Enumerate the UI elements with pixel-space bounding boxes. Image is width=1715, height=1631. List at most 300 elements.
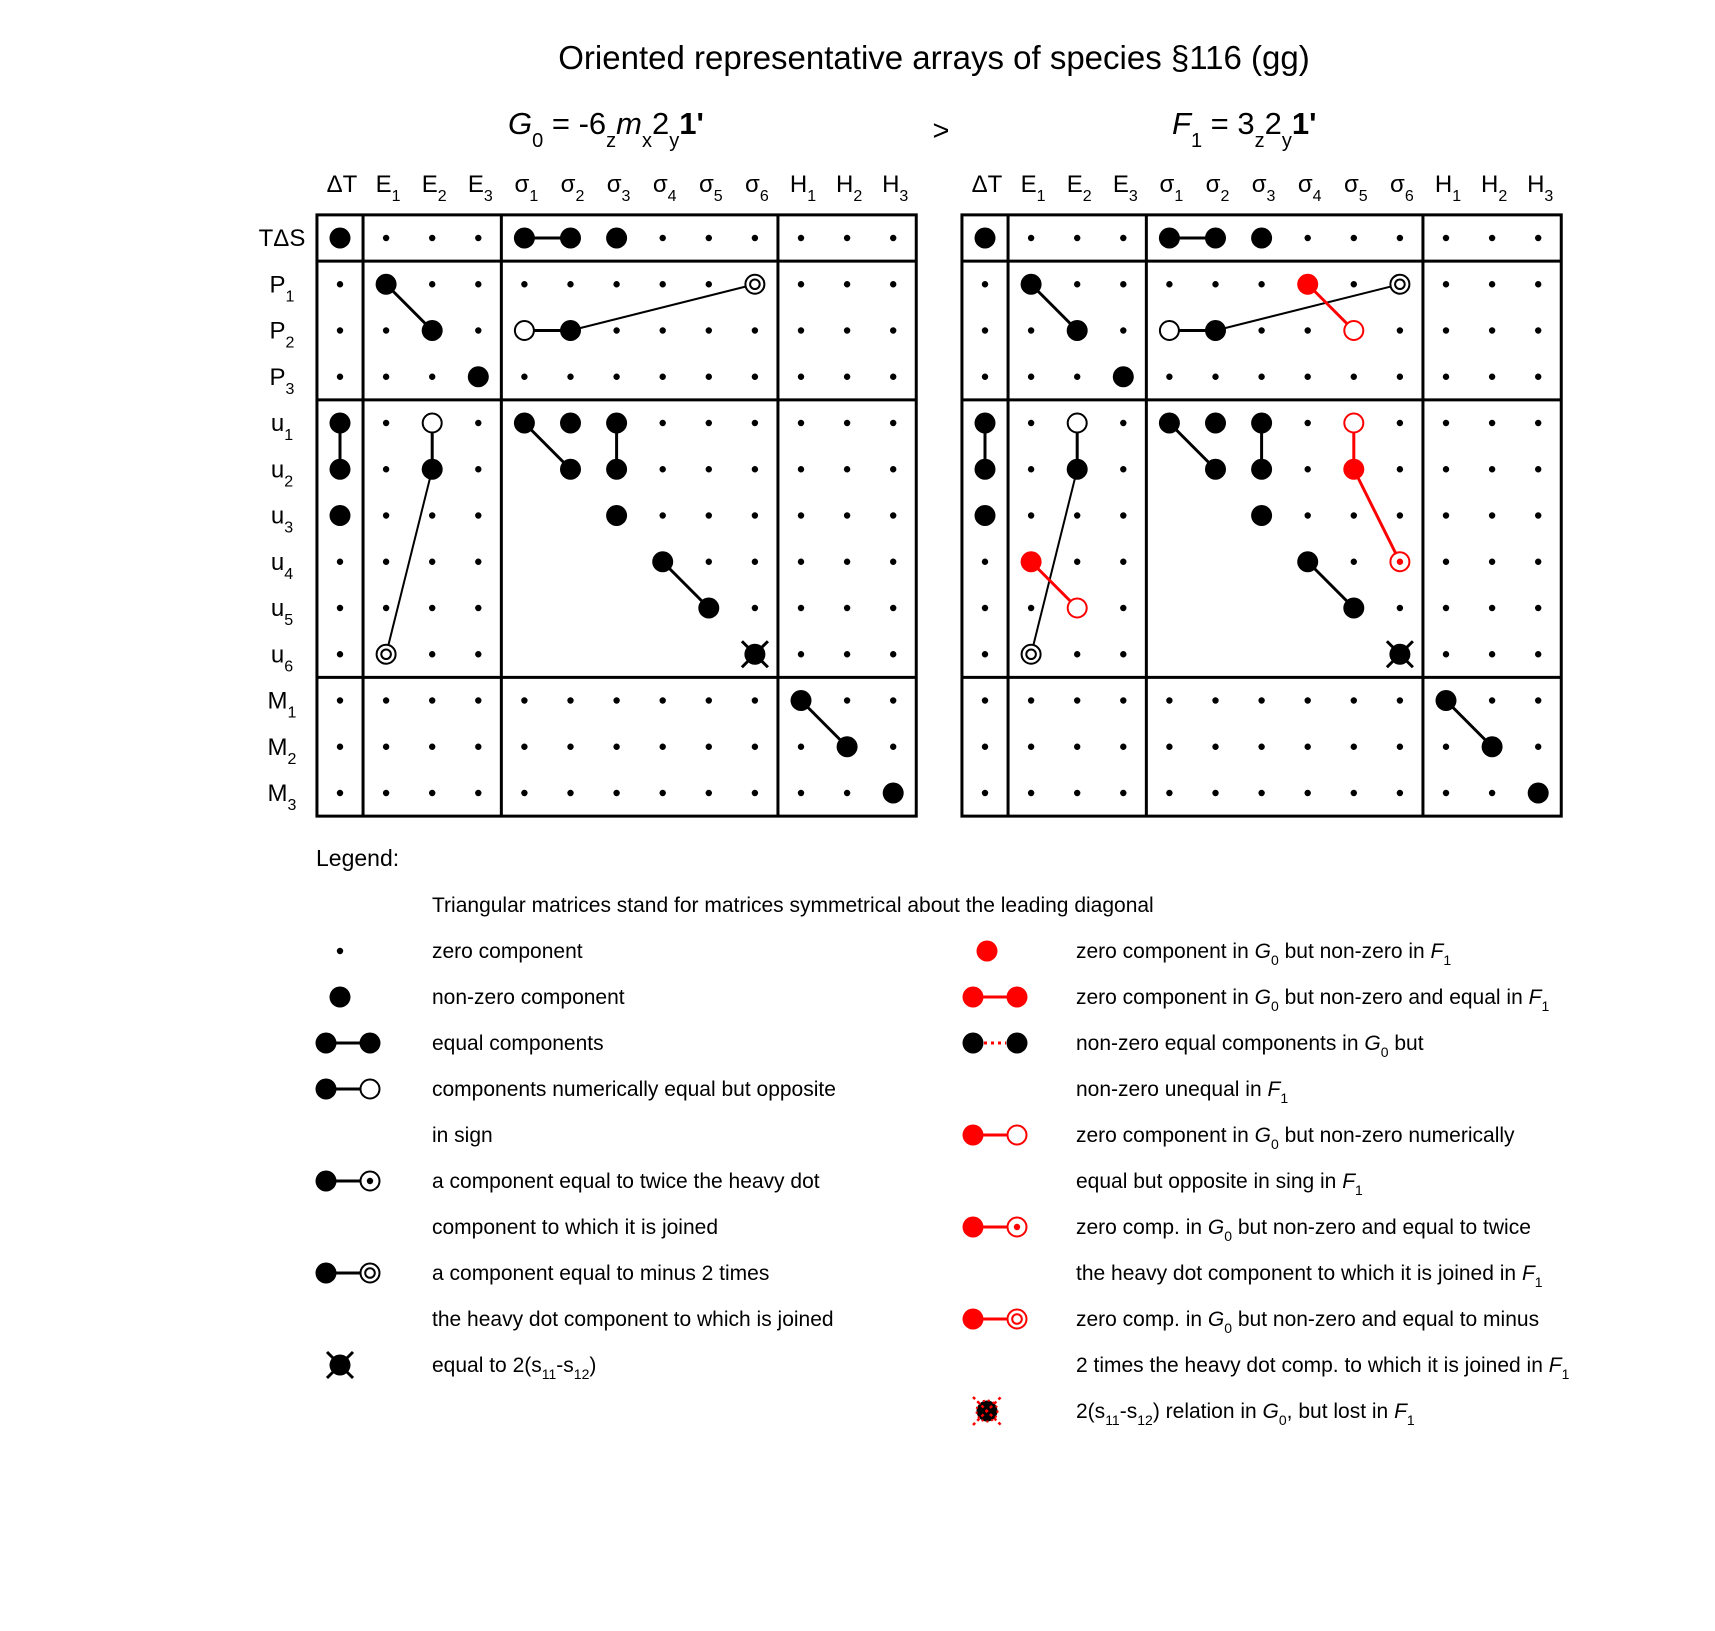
zero-dot xyxy=(1074,235,1080,241)
inner-dot xyxy=(367,1178,373,1184)
zero-dot-icon xyxy=(1120,697,1126,703)
filled-dot-icon xyxy=(330,459,351,480)
column-header-base: H xyxy=(789,171,808,198)
zero-dot-icon xyxy=(429,651,435,657)
legend-text-part: 2 times the heavy dot comp. to which it is joined in xyxy=(1076,1354,1549,1377)
zero-dot xyxy=(1535,235,1541,241)
zero-dot xyxy=(1120,281,1126,287)
zero-dot xyxy=(475,512,481,518)
component-marker xyxy=(1159,413,1180,434)
filled-dot-icon xyxy=(468,366,489,387)
zero-dot xyxy=(1305,744,1311,750)
zero-dot-icon xyxy=(798,281,804,287)
legend-item-text xyxy=(1076,1354,1570,1382)
column-header xyxy=(1252,171,1276,205)
zero-dot xyxy=(982,559,988,565)
red-open-circle-icon xyxy=(1008,1126,1027,1145)
zero-dot-icon xyxy=(521,697,527,703)
zero-dot-icon xyxy=(798,559,804,565)
zero-dot xyxy=(429,744,435,750)
legend-text-part: F xyxy=(1342,1170,1356,1193)
zero-dot-icon xyxy=(1028,605,1034,611)
zero-dot-icon xyxy=(1028,512,1034,518)
column-header xyxy=(972,171,1003,198)
legend-heading: Legend: xyxy=(316,845,400,871)
legend-item-text xyxy=(1076,1400,1415,1428)
component-link xyxy=(571,284,755,330)
zero-dot-icon xyxy=(1489,605,1495,611)
column-header xyxy=(1298,171,1322,205)
zero-dot-icon xyxy=(660,697,666,703)
zero-dot xyxy=(890,327,896,333)
legend-text-part: F xyxy=(1528,986,1542,1009)
filled-dot-icon xyxy=(606,228,627,249)
zero-dot xyxy=(521,697,527,703)
zero-dot xyxy=(1258,790,1264,796)
filled-dot-icon xyxy=(514,228,535,249)
row-label xyxy=(271,641,293,675)
component-marker xyxy=(1160,321,1179,340)
zero-dot xyxy=(660,697,666,703)
column-header-base: σ xyxy=(1390,171,1405,198)
component-marker xyxy=(606,505,627,526)
zero-dot-icon xyxy=(890,466,896,472)
zero-dot-icon xyxy=(752,466,758,472)
zero-dot-icon xyxy=(1028,374,1034,380)
column-header-base: H xyxy=(882,171,900,198)
right-group-two: 2 xyxy=(1264,106,1282,141)
zero-dot-icon xyxy=(613,374,619,380)
zero-dot-icon xyxy=(567,790,573,796)
filled-dot-icon xyxy=(1007,1033,1028,1054)
zero-dot-icon xyxy=(660,420,666,426)
column-header-sub: 4 xyxy=(667,188,677,205)
column-header xyxy=(1435,171,1461,205)
zero-dot xyxy=(1120,790,1126,796)
component-marker xyxy=(1205,320,1226,341)
legend-text-part: but non-zero and equal in xyxy=(1278,986,1529,1009)
row-label-base: u xyxy=(270,410,285,437)
zero-dot xyxy=(752,790,758,796)
component-marker xyxy=(423,414,442,433)
zero-dot-icon xyxy=(1120,327,1126,333)
zero-dot xyxy=(1535,374,1541,380)
legend-text-part: 2(s xyxy=(1076,1400,1106,1423)
zero-dot-icon xyxy=(1351,512,1357,518)
filled-dot-icon xyxy=(1528,783,1549,804)
legend-item-text xyxy=(1076,1078,1288,1106)
component-marker xyxy=(330,413,351,434)
column-header-sub: 1 xyxy=(1452,188,1462,205)
legend-item-text xyxy=(1076,986,1549,1014)
zero-dot-icon xyxy=(429,235,435,241)
zero-dot xyxy=(1397,605,1403,611)
column-header xyxy=(1160,171,1184,205)
zero-dot xyxy=(844,697,850,703)
legend-text-part: non-zero equal components in xyxy=(1076,1032,1365,1055)
zero-dot-icon xyxy=(1074,374,1080,380)
zero-dot-icon xyxy=(337,281,343,287)
legend-text-part: F xyxy=(1430,940,1444,963)
column-header-base: σ xyxy=(560,171,576,198)
double-ring-icon xyxy=(377,645,396,664)
zero-dot-icon xyxy=(706,559,712,565)
filled-dot-icon xyxy=(975,413,996,434)
row-label xyxy=(271,410,293,444)
zero-dot xyxy=(1351,235,1357,241)
filled-dot-icon xyxy=(1297,551,1318,572)
column-header-sub: 2 xyxy=(1220,188,1230,205)
zero-dot-icon xyxy=(383,327,389,333)
filled-dot-icon xyxy=(1205,459,1226,480)
legend-dot xyxy=(973,1397,1001,1425)
component-marker xyxy=(560,413,581,434)
zero-dot xyxy=(337,697,343,703)
zero-dot-icon xyxy=(1535,466,1541,472)
row-label-sub: 3 xyxy=(284,519,294,537)
zero-dot-icon xyxy=(706,420,712,426)
zero-dot xyxy=(844,420,850,426)
zero-dot xyxy=(798,559,804,565)
zero-dot-icon xyxy=(660,281,666,287)
zero-dot xyxy=(383,744,389,750)
zero-dot xyxy=(1535,466,1541,472)
legend-end xyxy=(361,1080,380,1099)
zero-dot xyxy=(798,281,804,287)
zero-dot-icon xyxy=(752,744,758,750)
legend-text-part: equal to 2(s xyxy=(432,1354,542,1377)
right-group-sub: 1 xyxy=(1190,130,1203,152)
open-circle-icon xyxy=(1160,321,1179,340)
legend-text-part: equal but opposite in sing in xyxy=(1076,1170,1343,1193)
zero-dot-icon xyxy=(567,374,573,380)
component-marker xyxy=(376,274,397,295)
zero-dot-icon xyxy=(337,697,343,703)
zero-dot xyxy=(660,420,666,426)
component-marker xyxy=(1251,505,1272,526)
filled-dot-icon xyxy=(1343,598,1364,619)
zero-dot xyxy=(706,744,712,750)
legend-end xyxy=(963,987,984,1008)
zero-dot-icon xyxy=(982,790,988,796)
column-header-sub: 3 xyxy=(1266,188,1276,205)
zero-dot-icon xyxy=(1443,559,1449,565)
zero-dot-icon xyxy=(613,744,619,750)
zero-dot xyxy=(1443,281,1449,287)
zero-dot xyxy=(752,374,758,380)
zero-dot-icon xyxy=(706,744,712,750)
zero-dot xyxy=(660,512,666,518)
legend-text-part: -s xyxy=(556,1354,574,1377)
zero-dot-icon xyxy=(1166,744,1172,750)
legend-text-part: 0 xyxy=(1278,1412,1287,1428)
zero-dot-icon xyxy=(890,512,896,518)
zero-dot xyxy=(383,559,389,565)
zero-dot-icon xyxy=(1397,512,1403,518)
row-label-sub: 6 xyxy=(284,658,294,676)
legend-symbol-dot xyxy=(337,948,343,954)
zero-dot xyxy=(1397,790,1403,796)
component-marker xyxy=(1344,414,1363,433)
zero-dot-icon xyxy=(1166,374,1172,380)
zero-dot xyxy=(383,466,389,472)
zero-dot xyxy=(383,420,389,426)
zero-dot-icon xyxy=(982,744,988,750)
legend-item-text xyxy=(1076,1170,1363,1198)
component-link xyxy=(1354,469,1400,562)
zero-dot-icon xyxy=(1535,651,1541,657)
legend-end xyxy=(963,1125,984,1146)
legend-dot xyxy=(337,948,343,954)
zero-dot xyxy=(1212,374,1218,380)
component-marker xyxy=(330,228,351,249)
zero-dot-icon xyxy=(475,559,481,565)
filled-dot-icon xyxy=(560,459,581,480)
zero-dot xyxy=(1028,466,1034,472)
filled-dot-icon xyxy=(1113,366,1134,387)
legend-item-text xyxy=(432,1262,769,1285)
legend-symbol-minus2 xyxy=(316,1263,380,1284)
zero-dot-icon xyxy=(521,744,527,750)
zero-dot xyxy=(1120,605,1126,611)
zero-dot xyxy=(521,790,527,796)
zero-dot-icon xyxy=(1443,651,1449,657)
legend-text-part: non-zero component xyxy=(432,986,625,1009)
zero-dot xyxy=(1443,790,1449,796)
zero-dot xyxy=(429,697,435,703)
zero-dot xyxy=(890,420,896,426)
zero-dot xyxy=(1028,605,1034,611)
left-group-symbol xyxy=(508,106,704,152)
zero-dot-icon xyxy=(567,697,573,703)
filled-dot-icon xyxy=(1436,690,1457,711)
zero-dot-icon xyxy=(475,744,481,750)
zero-dot xyxy=(1535,559,1541,565)
zero-dot-icon xyxy=(752,327,758,333)
legend-end xyxy=(316,1263,337,1284)
zero-dot xyxy=(1397,512,1403,518)
zero-dot-icon xyxy=(1535,235,1541,241)
legend-item-text xyxy=(432,940,583,963)
zero-dot xyxy=(1074,512,1080,518)
column-header-sub: 1 xyxy=(1036,188,1046,205)
zero-dot xyxy=(1305,374,1311,380)
legend-symbol-red-full xyxy=(977,941,998,962)
zero-dot xyxy=(1443,651,1449,657)
zero-dot xyxy=(1535,697,1541,703)
zero-dot-icon xyxy=(1397,605,1403,611)
legend-text-part: G xyxy=(1254,940,1271,963)
column-header-base: E xyxy=(375,171,392,198)
zero-dot xyxy=(1166,281,1172,287)
zero-dot xyxy=(706,559,712,565)
column-header xyxy=(790,171,816,205)
zero-dot-icon xyxy=(567,744,573,750)
zero-dot-icon xyxy=(1258,327,1264,333)
column-header-base: H xyxy=(1434,171,1453,198)
column-header-base: σ xyxy=(1205,171,1221,198)
zero-dot xyxy=(798,790,804,796)
zero-dot xyxy=(475,420,481,426)
filled-dot-icon xyxy=(837,736,858,757)
legend-item xyxy=(337,940,583,963)
component-marker xyxy=(742,641,768,667)
zero-dot xyxy=(890,697,896,703)
column-header xyxy=(515,171,539,205)
zero-dot-icon xyxy=(1443,420,1449,426)
zero-dot xyxy=(1489,605,1495,611)
zero-dot xyxy=(1166,697,1172,703)
filled-dot-icon xyxy=(1251,505,1272,526)
red-open-circle-icon xyxy=(1344,321,1363,340)
zero-dot-icon xyxy=(1212,374,1218,380)
zero-dot xyxy=(1028,512,1034,518)
filled-dot-icon xyxy=(1159,228,1180,249)
zero-dot xyxy=(1535,420,1541,426)
column-header xyxy=(1390,171,1414,205)
legend-symbol-opposite xyxy=(316,1079,380,1100)
legend-text-part: F xyxy=(1548,1354,1562,1377)
legend-item xyxy=(316,1078,836,1147)
legend-symbol-cross-lost xyxy=(973,1397,1001,1425)
legend-text-part: component to which it is joined xyxy=(432,1216,718,1239)
component-marker xyxy=(1344,321,1363,340)
zero-dot xyxy=(567,281,573,287)
zero-dot-icon xyxy=(1489,235,1495,241)
legend-text-part: 1 xyxy=(1541,998,1550,1014)
row-label xyxy=(270,271,295,305)
zero-dot-icon xyxy=(1305,744,1311,750)
zero-dot xyxy=(1351,374,1357,380)
zero-dot xyxy=(429,374,435,380)
zero-dot xyxy=(613,697,619,703)
double-ring-icon xyxy=(361,1264,380,1283)
legend-end xyxy=(1007,987,1028,1008)
zero-dot-icon xyxy=(1443,281,1449,287)
zero-dot-icon xyxy=(383,559,389,565)
zero-dot xyxy=(337,790,343,796)
zero-dot-icon xyxy=(1212,744,1218,750)
zero-dot-icon xyxy=(844,327,850,333)
legend-item-text xyxy=(432,1170,820,1193)
zero-dot-icon xyxy=(1443,327,1449,333)
zero-dot xyxy=(982,374,988,380)
column-header xyxy=(561,171,585,205)
row-label-sub: 3 xyxy=(285,380,295,398)
component-marker xyxy=(1297,551,1318,572)
zero-dot xyxy=(752,420,758,426)
filled-dot-icon xyxy=(1251,459,1272,480)
filled-dot-icon xyxy=(975,459,996,480)
column-header-base: ΔT xyxy=(971,171,1003,198)
zero-dot-icon xyxy=(844,697,850,703)
column-header xyxy=(468,171,493,205)
zero-dot xyxy=(706,697,712,703)
column-header-base: H xyxy=(835,171,854,198)
zero-dot xyxy=(660,466,666,472)
filled-dot-icon xyxy=(514,413,535,434)
component-marker xyxy=(975,459,996,480)
column-header xyxy=(745,171,769,205)
legend-layer xyxy=(316,940,1570,1428)
legend-item-text xyxy=(1076,1124,1515,1152)
row-label xyxy=(271,456,293,490)
legend-end xyxy=(1008,1218,1027,1237)
zero-dot-icon xyxy=(1166,697,1172,703)
zero-dot-icon xyxy=(798,744,804,750)
zero-dot xyxy=(475,235,481,241)
zero-dot xyxy=(1397,235,1403,241)
zero-dot xyxy=(429,605,435,611)
row-label-sub: 2 xyxy=(284,473,294,491)
zero-dot xyxy=(1397,697,1403,703)
filled-dot-icon xyxy=(422,459,443,480)
legend-end xyxy=(1008,1126,1027,1145)
zero-dot xyxy=(982,790,988,796)
zero-dot-icon xyxy=(982,559,988,565)
zero-dot-icon xyxy=(1120,744,1126,750)
zero-dot-icon xyxy=(429,697,435,703)
component-marker xyxy=(514,228,535,249)
zero-dot xyxy=(798,420,804,426)
zero-dot-icon xyxy=(1028,420,1034,426)
zero-dot xyxy=(844,235,850,241)
zero-dot-icon xyxy=(1489,420,1495,426)
legend-end xyxy=(360,1033,381,1054)
zero-dot-icon xyxy=(1120,235,1126,241)
legend-item xyxy=(963,1032,1424,1106)
zero-dot xyxy=(383,697,389,703)
row-label-base: M xyxy=(267,780,288,807)
zero-dot-icon xyxy=(890,559,896,565)
right-group-eq: = 3 xyxy=(1202,106,1255,141)
double-ring-icon xyxy=(1390,275,1409,294)
zero-dot-icon xyxy=(475,235,481,241)
inner-dot xyxy=(1397,559,1403,565)
zero-dot xyxy=(337,605,343,611)
zero-dot xyxy=(1489,559,1495,565)
filled-dot-icon xyxy=(975,505,996,526)
zero-dot-icon xyxy=(844,651,850,657)
legend-text-part: G xyxy=(1207,1308,1225,1331)
zero-dot-icon xyxy=(798,512,804,518)
zero-dot-icon xyxy=(1443,512,1449,518)
zero-dot xyxy=(1305,466,1311,472)
legend-symbol-red-minus2 xyxy=(963,1309,1027,1330)
red-open-circle-icon xyxy=(1068,599,1087,618)
zero-dot xyxy=(890,235,896,241)
open-circle-icon xyxy=(1068,414,1087,433)
red-filled-dot-icon xyxy=(977,941,998,962)
legend-symbol-red-equal xyxy=(963,987,1028,1008)
column-header xyxy=(882,171,908,205)
legend-text-part: but non-zero in xyxy=(1278,940,1431,963)
legend-item xyxy=(316,1032,604,1055)
zero-dot-icon xyxy=(798,327,804,333)
legend-text-part: F xyxy=(1521,1262,1535,1285)
filled-dot-icon xyxy=(316,1079,337,1100)
component-marker xyxy=(422,320,443,341)
filled-dot-icon xyxy=(1205,320,1226,341)
zero-dot-icon xyxy=(706,235,712,241)
legend-text-part: in sign xyxy=(432,1124,493,1147)
zero-dot xyxy=(890,605,896,611)
zero-dot xyxy=(660,327,666,333)
component-link xyxy=(386,469,432,654)
zero-dot xyxy=(890,744,896,750)
column-header-sub: 5 xyxy=(713,188,723,205)
zero-dot xyxy=(798,235,804,241)
